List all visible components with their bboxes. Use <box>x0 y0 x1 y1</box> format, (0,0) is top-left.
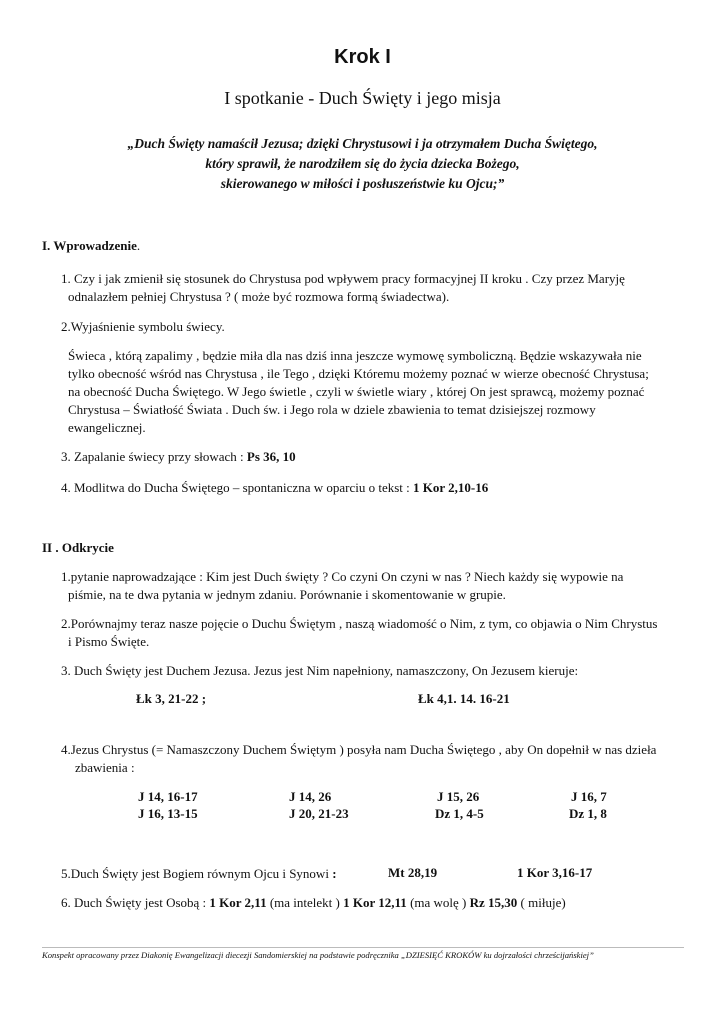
section-heading-discovery: II . Odkrycie <box>42 540 114 555</box>
item-text: (ma intelekt ) <box>266 895 344 910</box>
discovery-item-2-line: 2.Porównajmy teraz nasze pojęcie o Duchu Świętym , naszą wiadomość o Nim, z tym, co objawia o Nim Chrystus <box>61 616 658 631</box>
bible-reference: 1 Kor 12,11 <box>343 895 407 910</box>
quote-line: skierowanego w miłości i posłuszeństwie ku Ojcu;” <box>220 176 505 191</box>
page-footer: Konspekt opracowany przez Diakonię Ewangelizacji diecezji Sandomierskiej na podstawie podręcznika „DZIESIĘĆ KROKÓW ku dojrzałości chrześcijańskiej” <box>42 950 594 960</box>
item-text: 5.Duch Święty jest Bogiem równym Ojcu i Synowi <box>61 866 333 881</box>
discovery-item-2-line: i Pismo Święte. <box>68 634 150 649</box>
discovery-item-4-line: 4.Jezus Chrystus (= Namaszczony Duchem Świętym ) posyła nam Ducha Świętego , aby On dopełnił w nas dzieła <box>61 742 657 757</box>
bible-reference: Rz 15,30 <box>469 895 518 910</box>
intro-item-1-line: 1. Czy i jak zmienił się stosunek do Chrystusa pod wpływem pracy formacyjnej II kroku . Czy przez Maryję <box>61 271 625 286</box>
bible-reference: J 15, 26 <box>437 789 480 804</box>
bible-reference: 1 Kor 2,11 <box>209 895 267 910</box>
intro-item-2: 2.Wyjaśnienie symbolu świecy. <box>61 319 225 334</box>
paragraph-line: tylko obecność wśród nas Chrystusa , ile Tego , dzięki Któremu możemy poznać w wierze obecność Chrystusa; <box>68 366 649 381</box>
page-subtitle: I spotkanie - Duch Święty i jego misja <box>224 88 501 108</box>
discovery-item-1-line: 1.pytanie naprowadzające : Kim jest Duch święty ? Co czyni On czyni w nas ? Niech każdy się wypowie na <box>61 569 624 584</box>
discovery-item-3: 3. Duch Święty jest Duchem Jezusa. Jezus jest Nim napełniony, namaszczony, On Jezusem kieruje: <box>61 663 579 678</box>
bible-reference: 1 Kor 3,16-17 <box>517 865 593 880</box>
discovery-item-4-line: zbawienia : <box>75 760 135 775</box>
bible-reference: Dz 1, 8 <box>569 806 607 821</box>
section-heading-introduction <box>42 237 140 255</box>
item-colon: : <box>332 866 337 881</box>
quote-line: „Duch Święty namaścił Jezusa; dzięki Chrystusowi i ja otrzymałem Ducha Świętego, <box>127 136 598 151</box>
quote-line: który sprawił, że narodziłem się do życia dziecka Bożego, <box>205 156 520 171</box>
intro-item-1-line: odnalazłem pełniej Chrystusa ? ( może być rozmowa formą świadectwa). <box>68 289 450 304</box>
paragraph-line: na obecność Ducha Świętego. W Jego świetle , czyli w świetle wiary , której On jest sprawcą, możemy poznać <box>68 384 645 399</box>
bible-reference: J 14, 26 <box>289 789 332 804</box>
discovery-item-6 <box>61 894 566 912</box>
intro-item-4 <box>61 479 488 497</box>
paragraph-line: Chrystusa – Światłość Świata . Duch św. i Jego rola w dziele zbawienia to temat dzisiejszej rozmowy <box>68 402 596 417</box>
section-heading-suffix: . <box>136 238 141 253</box>
bible-reference: 1 Kor 2,10-16 <box>413 480 489 495</box>
item-text: (ma wolę ) <box>406 895 470 910</box>
intro-item-3 <box>61 448 296 466</box>
bible-reference: J 14, 16-17 <box>138 789 198 804</box>
item-text: 3. Zapalanie świecy przy słowach : <box>61 449 247 464</box>
bible-reference: Ps 36, 10 <box>246 449 296 464</box>
bible-reference: Łk 4,1. 14. 16-21 <box>418 691 510 706</box>
bible-reference: J 20, 21-23 <box>289 806 349 821</box>
bible-reference: J 16, 7 <box>571 789 607 804</box>
footer-divider <box>42 947 684 948</box>
item-text: 6. Duch Święty jest Osobą : <box>61 895 210 910</box>
page-title: Krok I <box>334 46 391 68</box>
bible-reference: Mt 28,19 <box>388 865 438 880</box>
discovery-item-1-line: piśmie, na te dwa pytania w jednym zdaniu. Porównanie i skomentowanie w grupie. <box>68 587 506 602</box>
paragraph-line: Świeca , którą zapalimy , będzie miła dla nas dziś inna jeszcze wymowę symboliczną. Będzie wskazywała nie <box>68 348 642 363</box>
bible-reference: Dz 1, 4-5 <box>435 806 484 821</box>
bible-reference: Łk 3, 21-22 ; <box>136 691 207 706</box>
section-heading-text: I. Wprowadzenie <box>42 238 137 253</box>
bible-reference: J 16, 13-15 <box>138 806 198 821</box>
paragraph-line: ewangelicznej. <box>68 420 146 435</box>
item-text: ( miłuje) <box>517 895 566 910</box>
discovery-item-5 <box>61 865 337 883</box>
item-text: 4. Modlitwa do Ducha Świętego – spontaniczna w oparciu o tekst : <box>61 480 414 495</box>
